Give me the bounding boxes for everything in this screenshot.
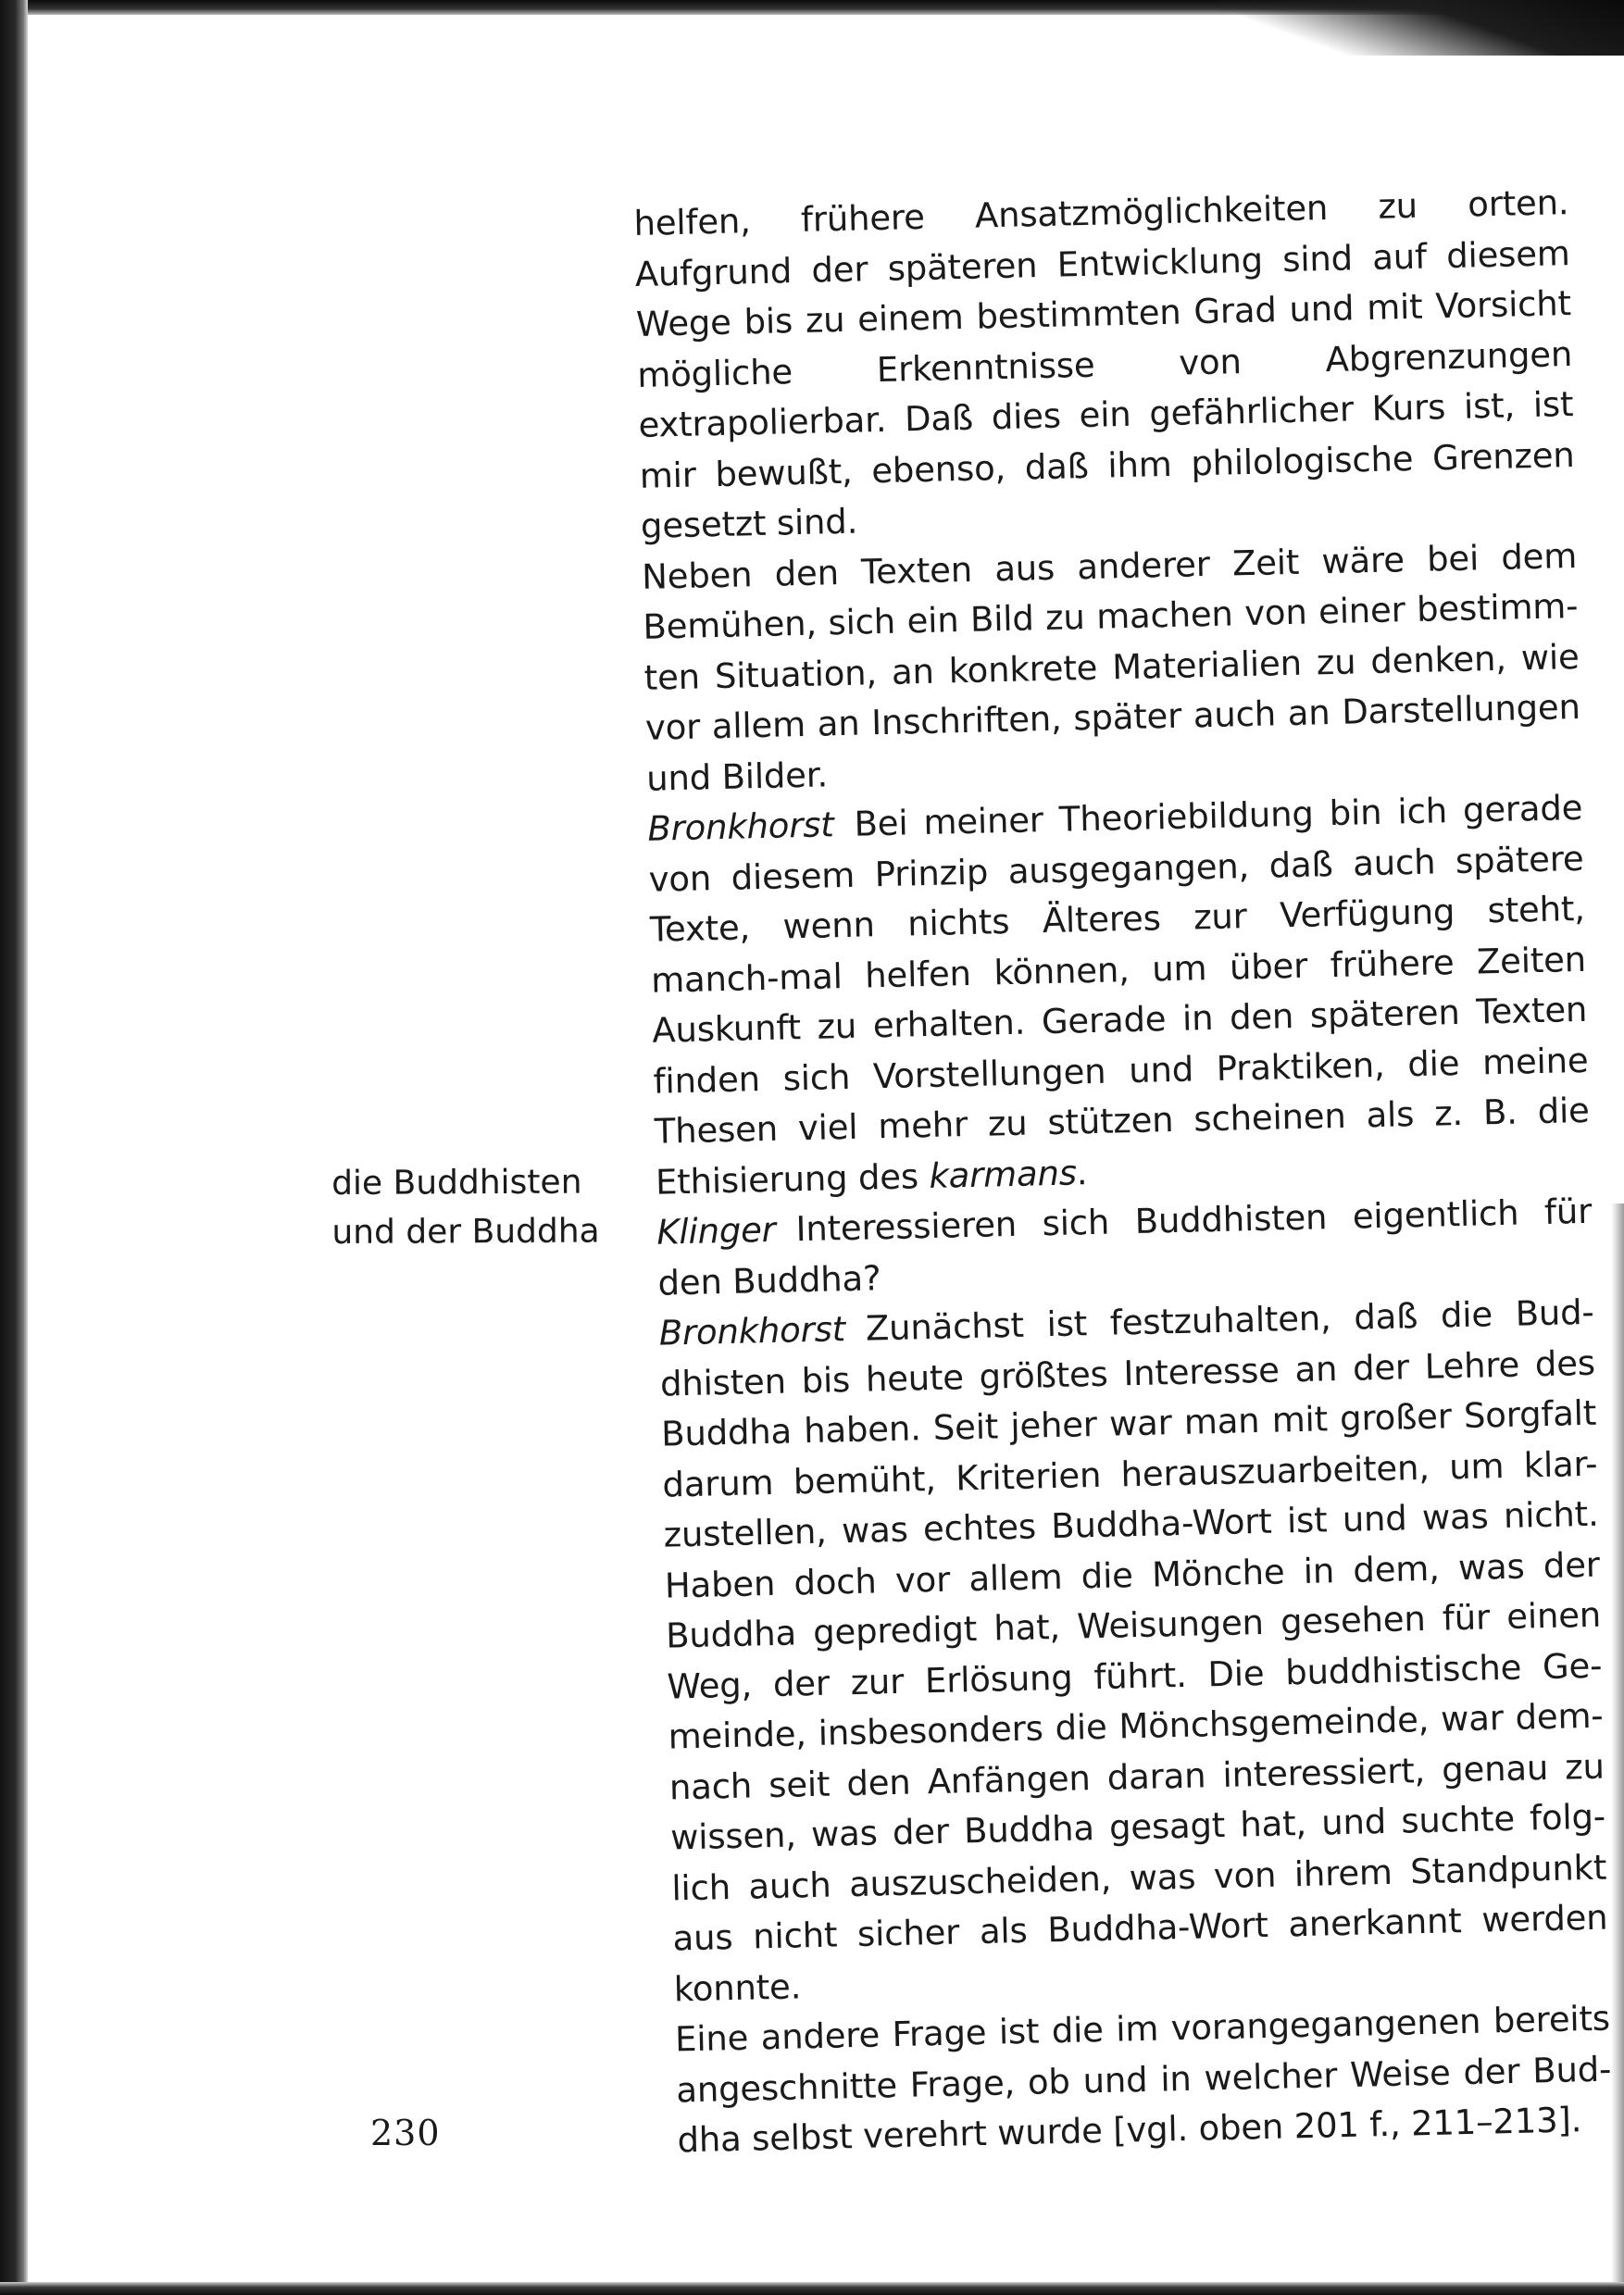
paragraph-text: Eine andere Frage ist die im vorangegangenen bereits angeschnitte Frage, ob und in welcher Weise der Bud-dha selbst verehrt wurde [vgl. oben 201 f., 211–213]. xyxy=(674,1998,1612,2161)
paragraph-text: Interessieren sich Buddhisten eigentlich für den Buddha? xyxy=(657,1191,1593,1303)
paragraph xyxy=(642,530,1582,804)
speaker-name: Bronkhorst xyxy=(658,1309,846,1353)
scan-edge-right xyxy=(1611,1204,1624,2295)
speaker-name: Bronkhorst xyxy=(646,804,835,849)
body-text xyxy=(633,178,1613,2166)
paragraph-text: Zunächst ist festzuhalten, daß die Bud-dhisten bis heute größtes Interesse an der Lehre des Buddha haben. Seit jeher war man mit großer Sorgfalt darum bemüht, Kriterien herauszuarbeiten, um klar-zustellen, was echtes Buddha-Wort ist und was nicht. Haben doch vor allem die Mönche in dem, was der Buddha gepredigt hat, Weisungen gesehen für einen Weg, der zur Erlösung führt. Die buddhistische Ge-meinde, insbesonders die Mönchsgemeinde, war dem-nach seit den Anfängen daran interessiert, genau zu wissen, was der Buddha gesagt hat, und suchte folg-lich auch auszuscheiden, was von ihrem Standpunkt aus nicht sicher als Buddha-Wort anerkannt werden konnte. xyxy=(659,1291,1608,2009)
paragraph-text: Bei meiner Theoriebildung bin ich gerade von diesem Prinzip ausgegangen, daß auch spätere Texte, wenn nichts Älteres zur Verfügung steht, manch-mal helfen können, um über frühere Zeiten Auskunft zu erhalten. Gerade in den späteren Texten finden sich Vorstellungen und Praktiken, die meine Thesen viel mehr zu stützen scheinen als z. B. die Ethisierung des xyxy=(648,787,1591,1203)
book-page xyxy=(35,19,1612,2282)
speaker-name: Klinger xyxy=(656,1209,777,1253)
paragraph xyxy=(658,1288,1609,2015)
paragraph xyxy=(675,1994,1613,2166)
punctuation: . xyxy=(1076,1152,1088,1192)
italic-term: karmans xyxy=(928,1152,1078,1196)
paragraph xyxy=(647,783,1592,1208)
paragraph-text: helfen, frühere Ansatzmöglichkeiten zu orten. Aufgrund der späteren Entwicklung sind auf diesem Wege bis zu einem bestimmten Grad und mit Vorsicht mögliche Erkenntnisse von Abgrenzungen extrapolierbar. Daß dies ein gefährlicher Kurs ist, ist mir bewußt, ebenso, daß ihm philologische Grenzen gesetzt sind. xyxy=(633,182,1576,546)
margin-note-line: und der Buddha xyxy=(331,1212,600,1252)
margin-note xyxy=(331,1157,600,1257)
scan-edge-left xyxy=(0,0,28,2295)
paragraph xyxy=(633,178,1576,552)
margin-note-line: die Buddhisten xyxy=(331,1163,582,1203)
scan-edge-bottom xyxy=(0,2282,1624,2295)
page-number: 230 xyxy=(370,2113,441,2153)
paragraph-text: Neben den Texten aus anderer Zeit wäre bei dem Bemühen, sich ein Bild zu machen von einer bestimm-ten Situation, an konkrete Materialien zu denken, wie vor allem an Inschriften, später auch an Darstellungen und Bilder. xyxy=(641,535,1581,799)
